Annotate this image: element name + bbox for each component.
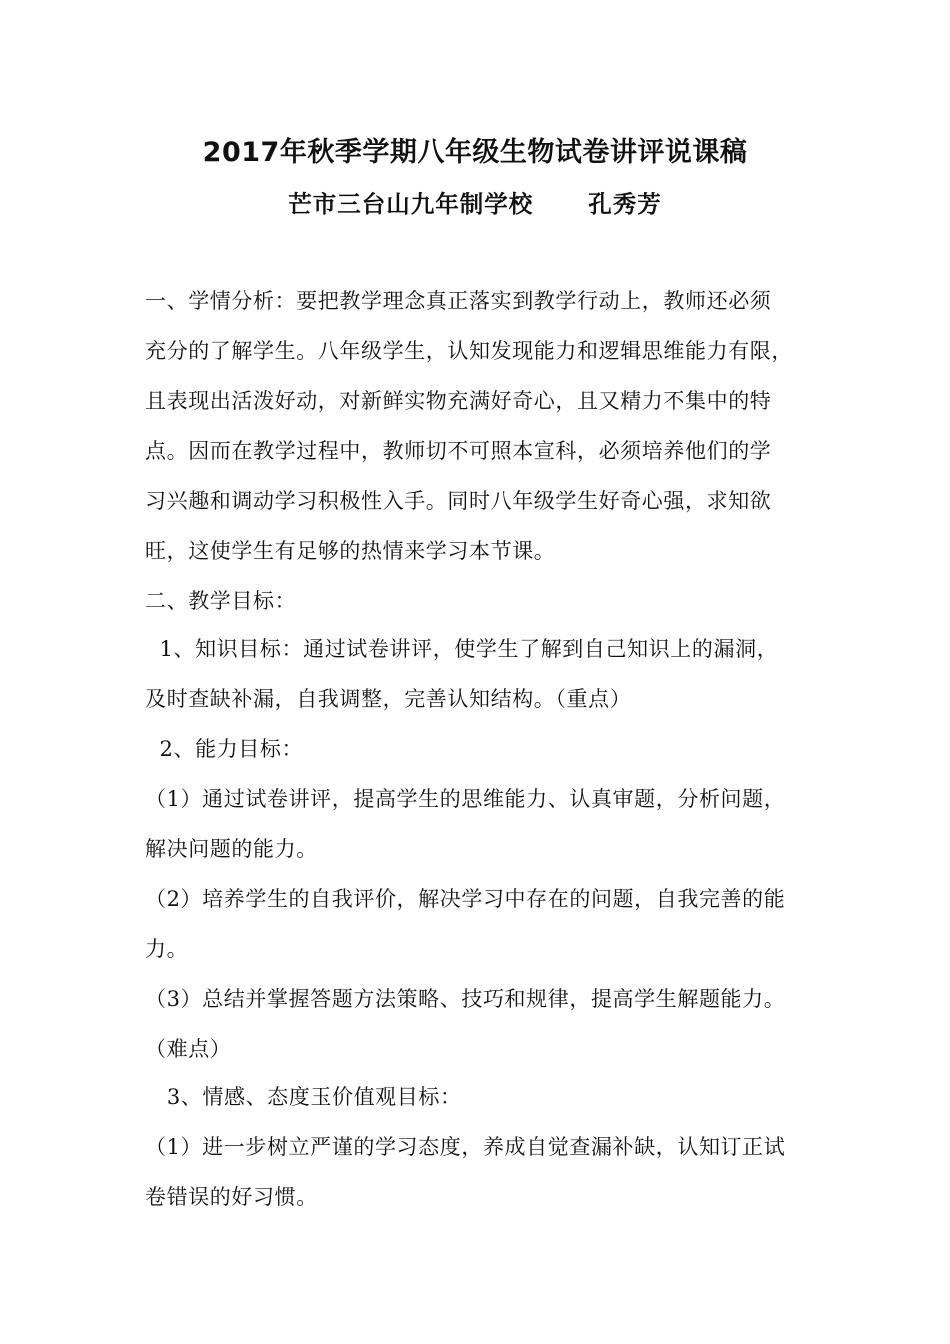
paragraph-line: 及时查缺补漏，自我调整，完善认知结构。（重点） bbox=[145, 687, 632, 711]
paragraph-line: （1）进一步树立严谨的学习态度，养成自觉查漏补缺，认知订正试 bbox=[145, 1135, 786, 1159]
subsection-heading: 2、能力目标： bbox=[145, 737, 304, 761]
paragraph-line: 充分的了解学生。八年级学生，认知发现能力和逻辑思维能力有限， bbox=[145, 339, 793, 363]
paragraph-line: 一、学情分析：要把教学理念真正落实到教学行动上，教师还必须 bbox=[145, 289, 772, 313]
paragraph-line: （3）总结并掌握答题方法策略、技巧和规律，提高学生解题能力。 bbox=[145, 987, 786, 1011]
document-subtitle: 芒市三台山九年制学校 孔秀芳 bbox=[288, 190, 662, 218]
paragraph-line: 习兴趣和调动学习积极性入手。同时八年级学生好奇心强，求知欲 bbox=[145, 489, 772, 513]
paragraph-line: （难点） bbox=[145, 1037, 232, 1061]
paragraph-line: 且表现出活泼好动，对新鲜实物充满好奇心，且又精力不集中的特 bbox=[145, 389, 772, 413]
paragraph-line: 解决问题的能力。 bbox=[145, 837, 318, 861]
document-title: 2017年秋季学期八年级生物试卷讲评说课稿 bbox=[202, 137, 748, 168]
paragraph-line: 点。因而在教学过程中，教师切不可照本宣科，必须培养他们的学 bbox=[145, 439, 772, 463]
paragraph-line: 卷错误的好习惯。 bbox=[145, 1185, 318, 1209]
paragraph-line: 力。 bbox=[145, 937, 189, 961]
paragraph-line: （2）培养学生的自我评价，解决学习中存在的问题，自我完善的能 bbox=[145, 887, 786, 911]
paragraph-line: （1）通过试卷讲评，提高学生的思维能力、认真审题，分析问题， bbox=[145, 787, 786, 811]
paragraph-line: 1、知识目标：通过试卷讲评，使学生了解到自己知识上的漏洞， bbox=[145, 637, 779, 661]
section-heading: 二、教学目标： bbox=[145, 589, 297, 613]
subsection-heading: 3、情感、态度玉价值观目标： bbox=[145, 1085, 462, 1109]
paragraph-line: 旺，这使学生有足够的热情来学习本节课。 bbox=[145, 539, 556, 563]
